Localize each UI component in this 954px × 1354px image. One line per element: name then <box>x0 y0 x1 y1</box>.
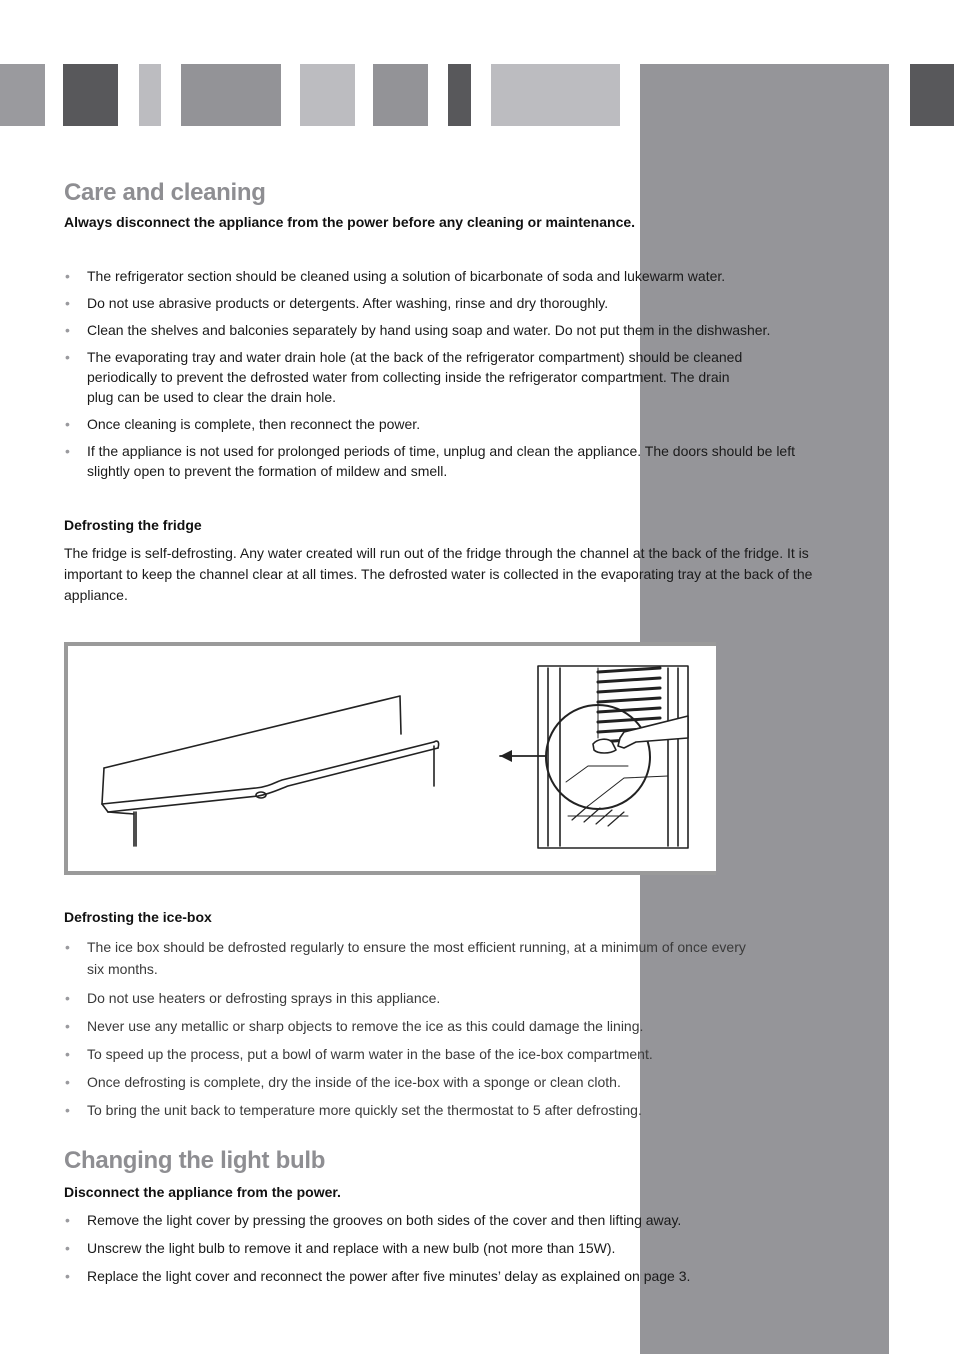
care-warning: Always disconnect the appliance from the power before any cleaning or maintenance. <box>64 214 636 230</box>
header-block-6 <box>373 64 428 126</box>
bullet-icon: • <box>65 416 70 432</box>
header-block-9 <box>910 64 954 126</box>
care-list <box>64 266 844 481</box>
list-item: • Do not use heaters or defrosting sprays in this appliance. <box>65 990 441 1006</box>
bullet-icon: • <box>65 1046 70 1062</box>
care-title: Care and cleaning <box>64 179 266 206</box>
bullet-icon: • <box>65 990 70 1006</box>
header-block-1 <box>0 64 45 126</box>
list-item: • Once defrosting is complete, dry the inside of the ice-box with a sponge or clean cloth. <box>65 1074 621 1090</box>
bullet-icon: • <box>65 1102 70 1118</box>
bullet-icon: • <box>65 1268 70 1284</box>
defrost-illustration <box>64 642 716 875</box>
list-item: • Do not use abrasive products or detergents. After washing, rinse and dry thoroughly. <box>65 295 609 311</box>
bulb-warning: Disconnect the appliance from the power. <box>64 1184 341 1200</box>
list-item: • The ice box should be defrosted regularly to ensure the most efficient running, at a minimum of once every six months. <box>64 936 762 980</box>
fridge-heading: Defrosting the fridge <box>64 517 202 533</box>
bulb-title: Changing the light bulb <box>64 1147 326 1174</box>
header-block-3 <box>139 64 161 126</box>
list-item: • To speed up the process, put a bowl of warm water in the base of the ice-box compartment. <box>65 1046 653 1062</box>
list-item: • The refrigerator section should be cleaned using a solution of bicarbonate of soda and lukewarm water. <box>65 268 726 284</box>
header-block-4 <box>181 64 281 126</box>
bullet-icon: • <box>65 268 70 284</box>
list-item: • Never use any metallic or sharp objects to remove the ice as this could damage the lining. <box>65 1018 644 1034</box>
bullet-icon: • <box>65 295 70 311</box>
list-item: • Remove the light cover by pressing the grooves on both sides of the cover and then lifting away. <box>65 1212 682 1228</box>
list-item: • To bring the unit back to temperature more quickly set the thermostat to 5 after defrosting. <box>65 1102 642 1118</box>
list-item: • Unscrew the light bulb to remove it and replace with a new bulb (not more than 15W). <box>65 1240 616 1256</box>
header-block-7 <box>448 64 471 126</box>
header-block-2 <box>63 64 118 126</box>
bulb-list <box>64 1210 844 1286</box>
header-block-5 <box>300 64 355 126</box>
header-block-8 <box>491 64 620 126</box>
list-item: • Clean the shelves and balconies separately by hand using soap and water. Do not put them in the dishwasher. <box>65 322 771 338</box>
bullet-icon: • <box>65 1240 70 1256</box>
icebox-heading: Defrosting the ice-box <box>64 909 212 925</box>
list-item: • Replace the light cover and reconnect the power after five minutes’ delay as explained on page 3. <box>65 1268 691 1284</box>
bullet-icon: • <box>65 1074 70 1090</box>
bullet-icon: • <box>65 443 70 459</box>
bullet-icon: • <box>65 1212 70 1228</box>
list-item: • The evaporating tray and water drain hole (at the back of the refrigerator compartment) should be cleaned periodically to prevent the defrosted water from collecting inside the refrigerator compartment. The drain plug can be used to clear the drain hole. <box>65 349 743 405</box>
list-item: • If the appliance is not used for prolonged periods of time, unplug and clean the appliance. The doors should be left slightly open to prevent the formation of mildew and smell. <box>65 443 795 479</box>
bullet-icon: • <box>65 939 70 955</box>
fridge-text: The fridge is self-defrosting. Any water created will run out of the fridge through the channel at the back of the fridge. It is important to keep the channel clear at all times. The defrosted water is collected in the evaporating tray at the back of the appliance. <box>64 545 813 603</box>
list-item: • Once cleaning is complete, then reconnect the power. <box>65 416 421 432</box>
bullet-icon: • <box>65 322 70 338</box>
bullet-icon: • <box>65 1018 70 1034</box>
icebox-list <box>64 936 844 1120</box>
tray-and-drain-drawing <box>68 646 716 871</box>
bullet-icon: • <box>65 349 70 365</box>
